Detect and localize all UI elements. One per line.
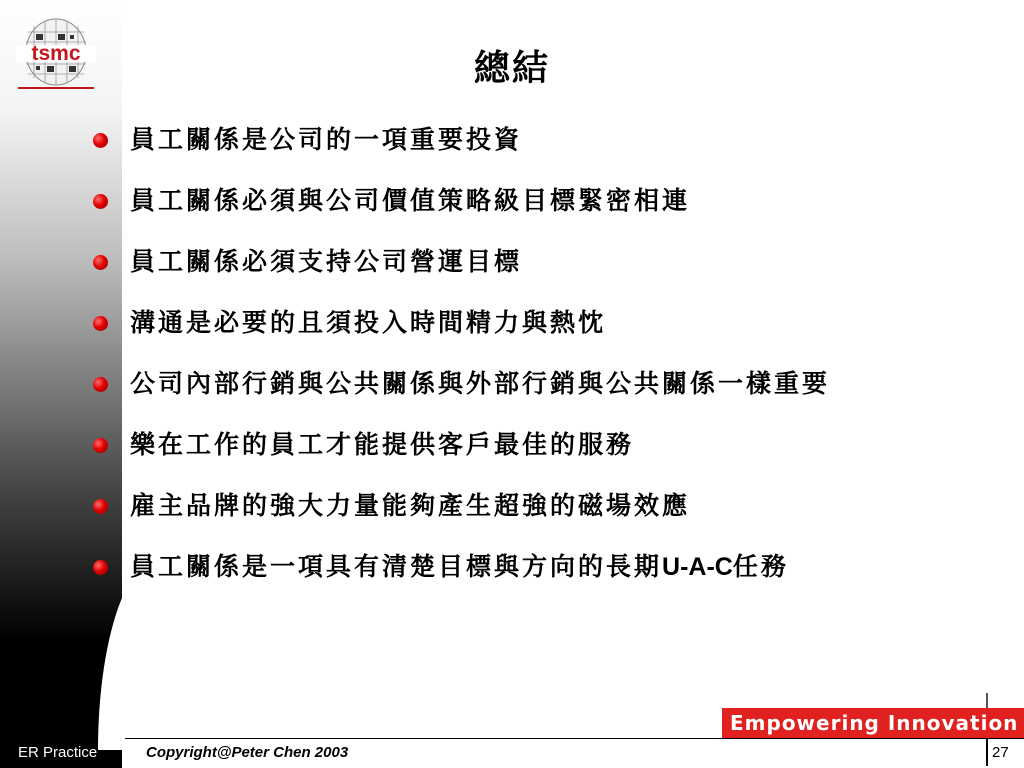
bullet-text-post: 任務 — [732, 552, 789, 581]
bullet-icon — [93, 499, 108, 514]
bullet-item — [88, 242, 830, 303]
footer-copyright: Copyright@Peter Chen 2003 — [146, 744, 349, 761]
bullet-item — [88, 425, 830, 486]
bullet-icon — [93, 133, 108, 148]
bullet-icon — [93, 255, 108, 270]
bullet-item — [88, 303, 830, 364]
bullet-icon — [93, 377, 108, 392]
bullet-item — [88, 181, 830, 242]
bullet-item — [88, 364, 830, 425]
tagline-text: Empowering Innovation — [730, 711, 1019, 735]
bullet-text-pre: 員工關係是一項具有清楚目標與方向的長期 — [130, 552, 663, 581]
bullet-icon — [93, 438, 108, 453]
bullet-icon — [93, 560, 108, 575]
bullet-text-latin: U-A-C — [662, 553, 733, 581]
logo-text: tsmc — [31, 42, 81, 65]
bullet-text: 員工關係是公司的一項重要投資 — [130, 125, 523, 154]
bullet-text: 員工關係必須支持公司營運目標 — [130, 247, 523, 276]
bullet-list — [88, 120, 830, 608]
bullet-text: 溝通是必要的且須投入時間精力與熱忱 — [130, 308, 607, 337]
bullet-text: 樂在工作的員工才能提供客戶最佳的服務 — [130, 430, 635, 459]
page-number: 27 — [992, 744, 1009, 761]
bullet-item — [88, 547, 830, 608]
bullet-text: 員工關係必須與公司價值策略級目標緊密相連 — [130, 186, 691, 215]
bullet-icon — [93, 194, 108, 209]
bullet-text: 雇主品牌的強大力量能夠產生超強的磁場效應 — [130, 491, 691, 520]
bullet-text: 公司內部行銷與公共關係與外部行銷與公共關係一樣重要 — [130, 369, 831, 398]
footer-divider — [125, 738, 1024, 739]
bullet-item — [88, 486, 830, 547]
footer-course-label: ER Practice — [18, 744, 98, 761]
bullet-item — [88, 120, 830, 181]
slide-title: 總結 — [473, 47, 550, 89]
bullet-icon — [93, 316, 108, 331]
